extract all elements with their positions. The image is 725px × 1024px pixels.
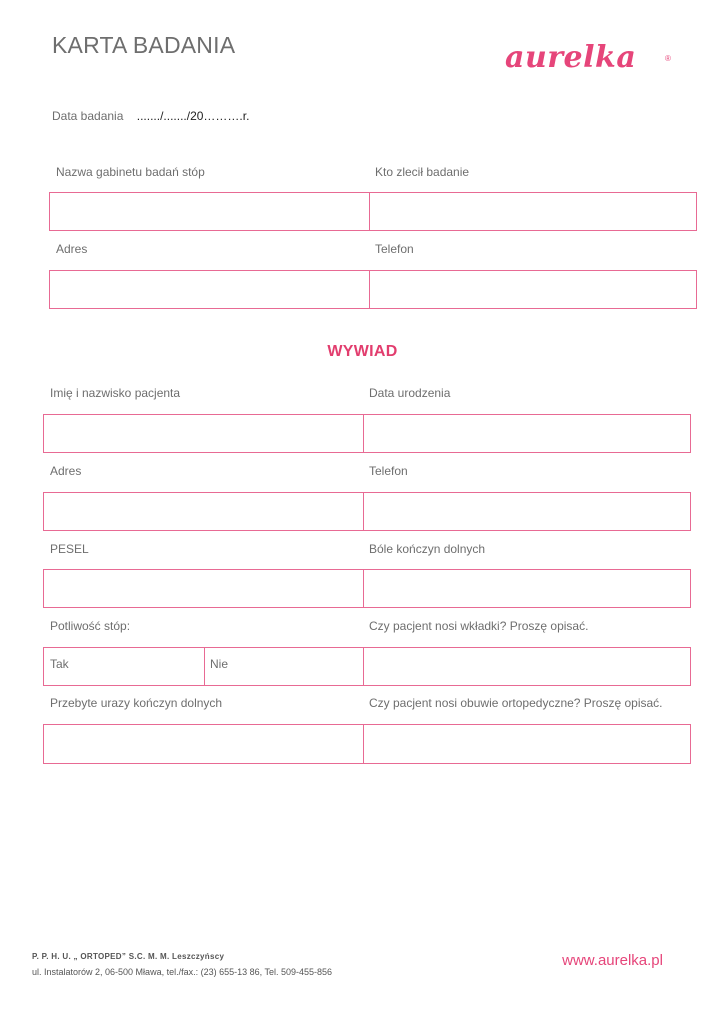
footer-website-link[interactable]: www.aurelka.pl bbox=[562, 952, 663, 969]
sweating-option-yes[interactable] bbox=[44, 648, 204, 685]
interview-row-3 bbox=[43, 569, 691, 608]
limb-pain-field[interactable] bbox=[364, 570, 690, 607]
patient-phone-label: Telefon bbox=[369, 464, 408, 478]
exam-date-line bbox=[52, 109, 249, 123]
patient-name-field[interactable] bbox=[44, 415, 363, 452]
pesel-field[interactable] bbox=[44, 570, 363, 607]
clinic-name-label: Nazwa gabinetu badań stóp bbox=[56, 165, 205, 179]
registered-mark: ® bbox=[665, 54, 671, 63]
logo-wordmark: aurelka bbox=[505, 40, 637, 75]
clinic-address-field[interactable] bbox=[50, 271, 369, 308]
insoles-field[interactable] bbox=[364, 648, 690, 685]
clinic-address-label: Adres bbox=[56, 242, 88, 256]
birth-date-field[interactable] bbox=[364, 415, 690, 452]
patient-name-label: Imię i nazwisko pacjenta bbox=[50, 386, 181, 400]
limb-pain-label: Bóle kończyn dolnych bbox=[369, 542, 486, 556]
birth-date-label: Data urodzenia bbox=[369, 386, 451, 400]
patient-phone-field[interactable] bbox=[364, 493, 690, 530]
orthopedic-shoes-label: Czy pacjent nosi obuwie ortopedyczne? Proszę opisać. bbox=[369, 696, 663, 710]
ordered-by-field[interactable] bbox=[370, 193, 696, 230]
exam-date-label: Data badania bbox=[52, 109, 124, 123]
page-title: KARTA BADANIA bbox=[52, 32, 236, 58]
exam-date-field[interactable]: ......./......./20……….r. bbox=[136, 109, 250, 123]
orthopedic-shoes-field[interactable] bbox=[364, 725, 690, 763]
pesel-label: PESEL bbox=[50, 542, 89, 556]
aurelka-logo bbox=[505, 38, 675, 78]
patient-address-label: Adres bbox=[50, 464, 82, 478]
interview-row-5 bbox=[43, 724, 691, 764]
insoles-label: Czy pacjent nosi wkładki? Proszę opisać. bbox=[369, 619, 589, 633]
clinic-name-field[interactable] bbox=[50, 193, 369, 230]
ordered-by-label: Kto zlecił badanie bbox=[375, 165, 470, 179]
option-yes-label: Tak bbox=[50, 657, 69, 671]
interview-row-1 bbox=[43, 414, 691, 453]
footer-address: ul. Instalatorów 2, 06-500 Mława, tel./fax.: (23) 655-13 86, Tel. 509-455-856 bbox=[32, 967, 333, 977]
interview-section-title: WYWIAD bbox=[327, 343, 398, 360]
clinic-phone-label: Telefon bbox=[375, 242, 414, 256]
footer-company: P. P. H. U. „ ORTOPED” S.C. M. M. Leszczyńscy bbox=[32, 952, 225, 961]
interview-row-2 bbox=[43, 492, 691, 531]
option-no-label: Nie bbox=[210, 657, 229, 671]
clinic-row-2 bbox=[49, 270, 697, 309]
patient-address-field[interactable] bbox=[44, 493, 363, 530]
foot-sweating-label: Potliwość stóp: bbox=[50, 619, 131, 633]
sweating-option-no[interactable] bbox=[205, 648, 363, 685]
injuries-label: Przebyte urazy kończyn dolnych bbox=[50, 696, 223, 710]
interview-row-4 bbox=[43, 647, 691, 686]
clinic-row-1 bbox=[49, 192, 697, 231]
clinic-phone-field[interactable] bbox=[370, 271, 696, 308]
injuries-field[interactable] bbox=[44, 725, 363, 763]
